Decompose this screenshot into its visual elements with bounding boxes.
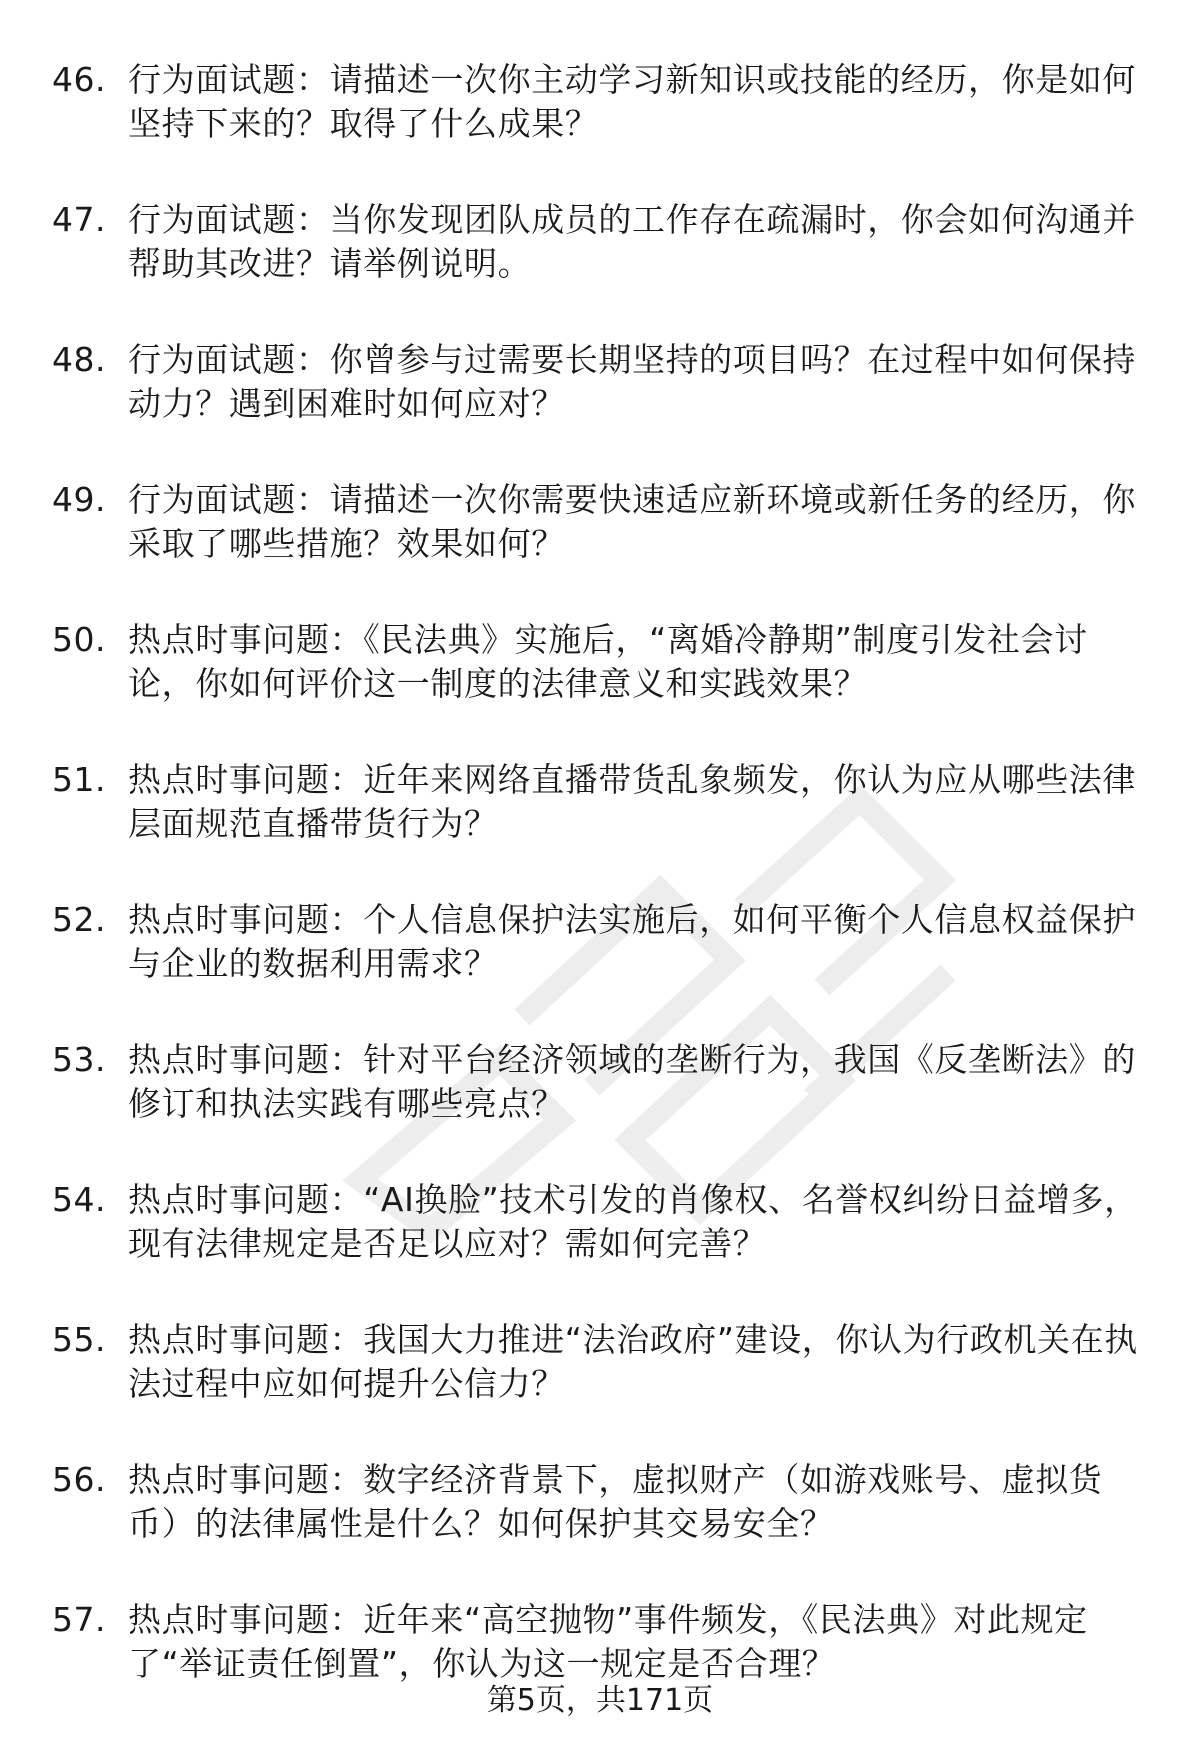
- question-number: 52.: [52, 900, 106, 939]
- question-text: 热点时事问题：近年来网络直播带货乱象频发，你认为应从哪些法律层面规范直播带货行为？: [128, 760, 1136, 843]
- page-number-label: 第5页，共171页: [486, 1683, 714, 1718]
- question-number: 57.: [52, 1600, 106, 1639]
- question-number: 48.: [52, 340, 106, 379]
- question-item-54: [52, 1178, 1152, 1318]
- question-text: 行为面试题：请描述一次你主动学习新知识或技能的经历，你是如何坚持下来的？取得了什么成果？: [128, 60, 1136, 143]
- question-number: 54.: [52, 1180, 106, 1219]
- question-item-49: [52, 478, 1152, 618]
- question-item-48: [52, 338, 1152, 478]
- question-text: 行为面试题：请描述一次你需要快速适应新环境或新任务的经历，你采取了哪些措施？效果如何？: [128, 480, 1136, 563]
- question-item-55: [52, 1318, 1152, 1458]
- question-item-56: [52, 1458, 1152, 1598]
- page-footer: [0, 1681, 1200, 1721]
- question-text: 行为面试题：当你发现团队成员的工作存在疏漏时，你会如何沟通并帮助其改进？请举例说明。: [128, 200, 1136, 283]
- question-number: 49.: [52, 480, 106, 519]
- question-number: 51.: [52, 760, 106, 799]
- question-item-50: [52, 618, 1152, 758]
- question-item-52: [52, 898, 1152, 1038]
- question-list: [52, 58, 1152, 1738]
- question-item-51: [52, 758, 1152, 898]
- question-number: 46.: [52, 60, 106, 99]
- question-item-46: [52, 58, 1152, 198]
- question-number: 56.: [52, 1460, 106, 1499]
- question-text: 热点时事问题：个人信息保护法实施后，如何平衡个人信息权益保护与企业的数据利用需求？: [128, 900, 1136, 983]
- question-text: 行为面试题：你曾参与过需要长期坚持的项目吗？在过程中如何保持动力？遇到困难时如何应对？: [128, 340, 1136, 423]
- question-number: 50.: [52, 620, 106, 659]
- question-text: 热点时事问题：数字经济背景下，虚拟财产（如游戏账号、虚拟货币）的法律属性是什么？如何保护其交易安全？: [128, 1460, 1103, 1543]
- question-number: 53.: [52, 1040, 106, 1079]
- question-item-47: [52, 198, 1152, 338]
- question-text: 热点时事问题：我国大力推进“法治政府”建设，你认为行政机关在执法过程中应如何提升公信力？: [128, 1320, 1138, 1403]
- question-number: 55.: [52, 1320, 106, 1359]
- question-text: 热点时事问题：针对平台经济领域的垄断行为，我国《反垄断法》的修订和执法实践有哪些亮点？: [128, 1040, 1136, 1123]
- question-item-53: [52, 1038, 1152, 1178]
- question-text: 热点时事问题：《民法典》实施后，“离婚冷静期”制度引发社会讨论，你如何评价这一制度的法律意义和实践效果？: [128, 620, 1088, 703]
- question-text: 热点时事问题：近年来“高空抛物”事件频发，《民法典》对此规定了“举证责任倒置”，你认为这一规定是否合理？: [128, 1600, 1088, 1683]
- question-text: 热点时事问题：“AI换脸”技术引发的肖像权、名誉权纠纷日益增多，现有法律规定是否足以应对？需如何完善？: [128, 1180, 1138, 1263]
- question-number: 47.: [52, 200, 106, 239]
